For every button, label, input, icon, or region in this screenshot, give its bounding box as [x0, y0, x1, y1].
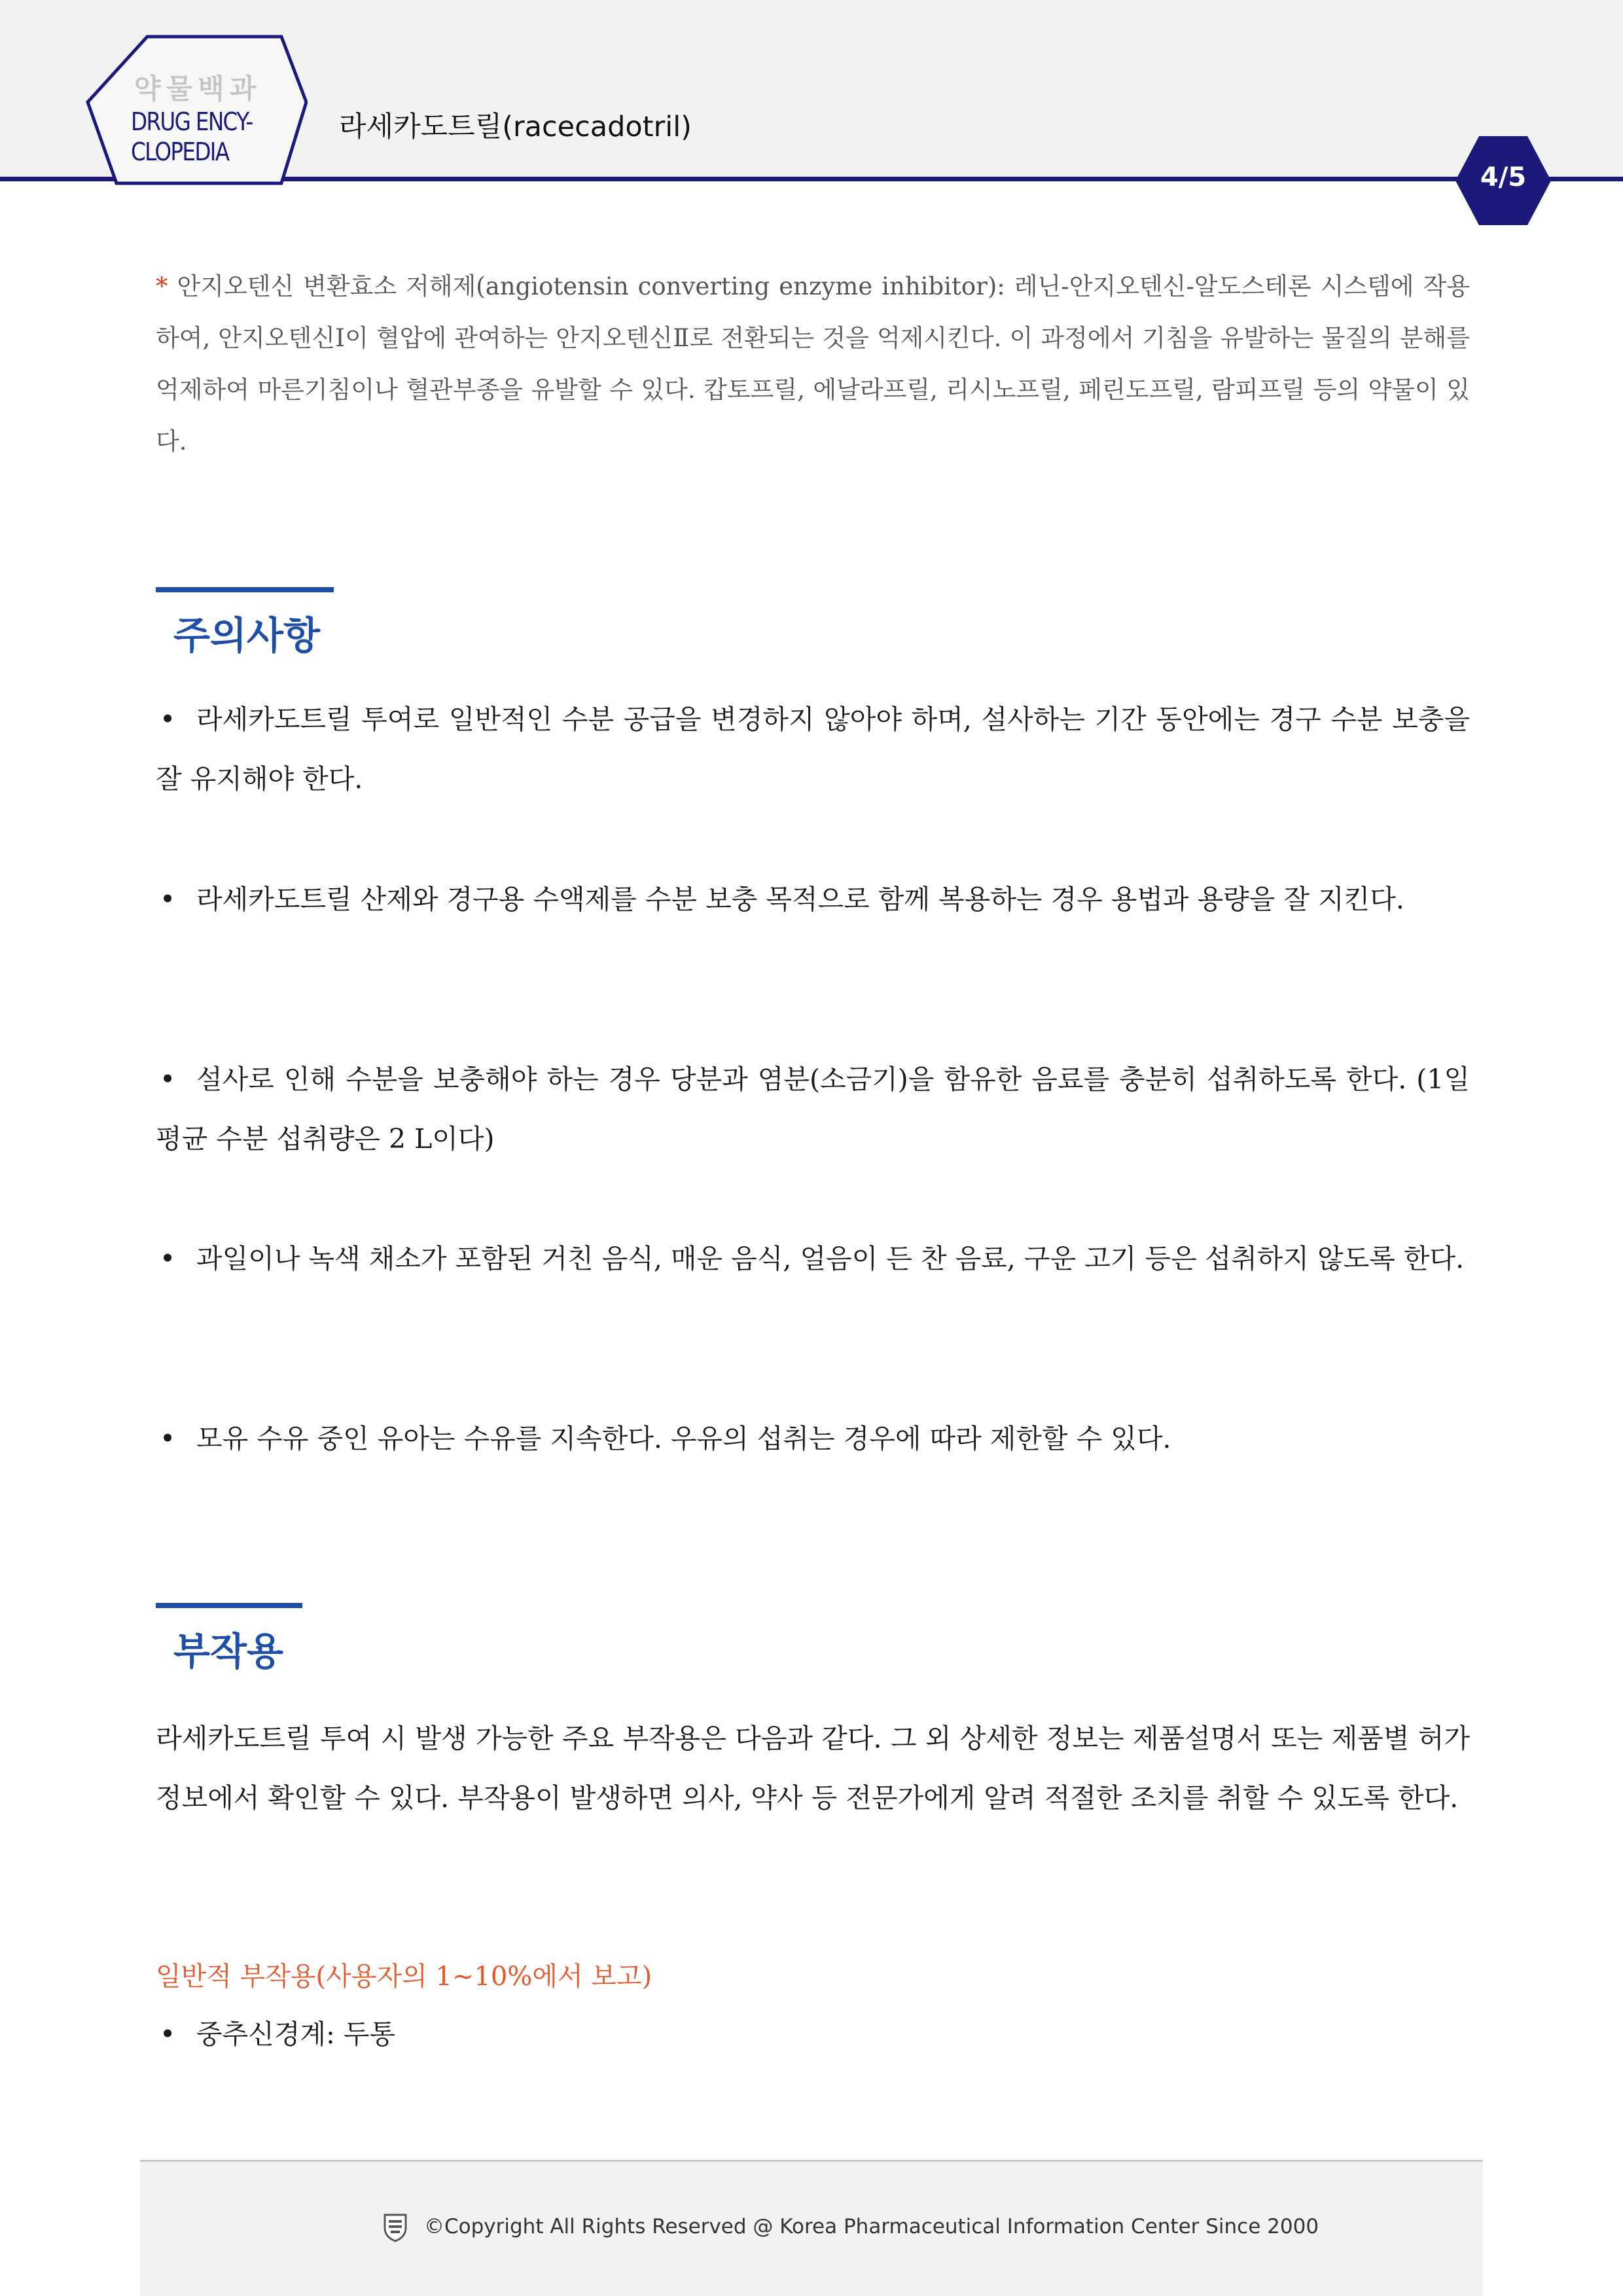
precaution-item: [156, 1050, 1470, 1169]
ace-inhibitor-note: [156, 260, 1470, 467]
logo-english: [131, 107, 266, 167]
bullet-icon: •: [160, 1423, 176, 1454]
document-title: 라세카도트릴(racecadotril): [339, 111, 692, 143]
logo-korean: 약물백과: [134, 73, 262, 105]
side-effect-text: 중추신경계: 두통: [196, 2018, 396, 2050]
bullet-icon: •: [160, 884, 176, 915]
bullet-icon: •: [160, 704, 176, 735]
bullet-icon: •: [160, 1064, 176, 1095]
precaution-text: 과일이나 녹색 채소가 포함된 거친 음식, 매운 음식, 얼음이 든 찬 음료, 구운 고기 등은 섭취하지 않도록 한다.: [196, 1243, 1465, 1274]
precautions-title: 주의사항: [173, 613, 321, 658]
bullet-icon: •: [160, 2018, 176, 2050]
precaution-item: [156, 1229, 1470, 1289]
precaution-text: 설사로 인해 수분을 보충해야 하는 경우 당분과 염분(소금기)을 함유한 음료를 충분히 섭취하도록 한다. (1일 평균 수분 섭취량은 2 L이다): [156, 1064, 1470, 1155]
precaution-item: [156, 690, 1470, 809]
logo-english-line2: CLOPEDIA: [131, 137, 229, 166]
common-side-effects-title: 일반적 부작용(사용자의 1~10%에서 보고): [156, 1962, 652, 1992]
precautions-title-bar: [156, 587, 334, 592]
precaution-text: 라세카도트릴 산제와 경구용 수액제를 수분 보충 목적으로 함께 복용하는 경우 용법과 용량을 잘 지킨다.: [196, 884, 1404, 915]
precaution-text: 라세카도트릴 투여로 일반적인 수분 공급을 변경하지 않아야 하며, 설사하는 기간 동안에는 경구 수분 보충을 잘 유지해야 한다.: [156, 704, 1470, 795]
note-asterisk: *: [156, 272, 168, 300]
precaution-item: [156, 870, 1470, 929]
side-effects-intro: 라세카도트릴 투여 시 발생 가능한 주요 부작용은 다음과 같다. 그 외 상세한 정보는 제품설명서 또는 제품별 허가정보에서 확인할 수 있다. 부작용이 발생하면 의사, 약사 등 전문가에게 알려 적절한 조치를 취할 수 있도록 한다.: [156, 1723, 1470, 1814]
footer-rule: [140, 2160, 1483, 2162]
kpic-shield-icon: [382, 2212, 408, 2242]
logo-english-line1: DRUG ENCY-: [131, 107, 253, 136]
side-effects-title-bar: [156, 1603, 302, 1608]
bullet-icon: •: [160, 1243, 176, 1274]
side-effects-title: 부작용: [173, 1629, 284, 1674]
side-effect-item: [156, 2005, 1470, 2064]
page-number: 4/5: [1480, 162, 1527, 192]
precaution-text: 모유 수유 중인 유아는 수유를 지속한다. 우유의 섭취는 경우에 따라 제한할 수 있다.: [196, 1423, 1171, 1454]
precaution-item: [156, 1409, 1470, 1469]
note-text: 안지오텐신 변환효소 저해제(angiotensin converting enzyme inhibitor): 레닌-안지오텐신-알도스테론 시스템에 작용하여, 안지오텐신Ⅰ이 혈압에 관여하는 안지오텐신Ⅱ로 전환되는 것을 억제시킨다. 이 과정에서 기침을 유발하는 물질의 분해를 억제하여 마른기침이나 혈관부종을 유발할 수 있다. 캅토프릴, 에날라프릴, 리시노프릴, 페린도프릴, 람피프릴 등의 약물이 있다.: [156, 272, 1470, 456]
copyright-text: ©Copyright All Rights Reserved @ Korea Pharmaceutical Information Center Since 2000: [424, 2215, 1319, 2238]
